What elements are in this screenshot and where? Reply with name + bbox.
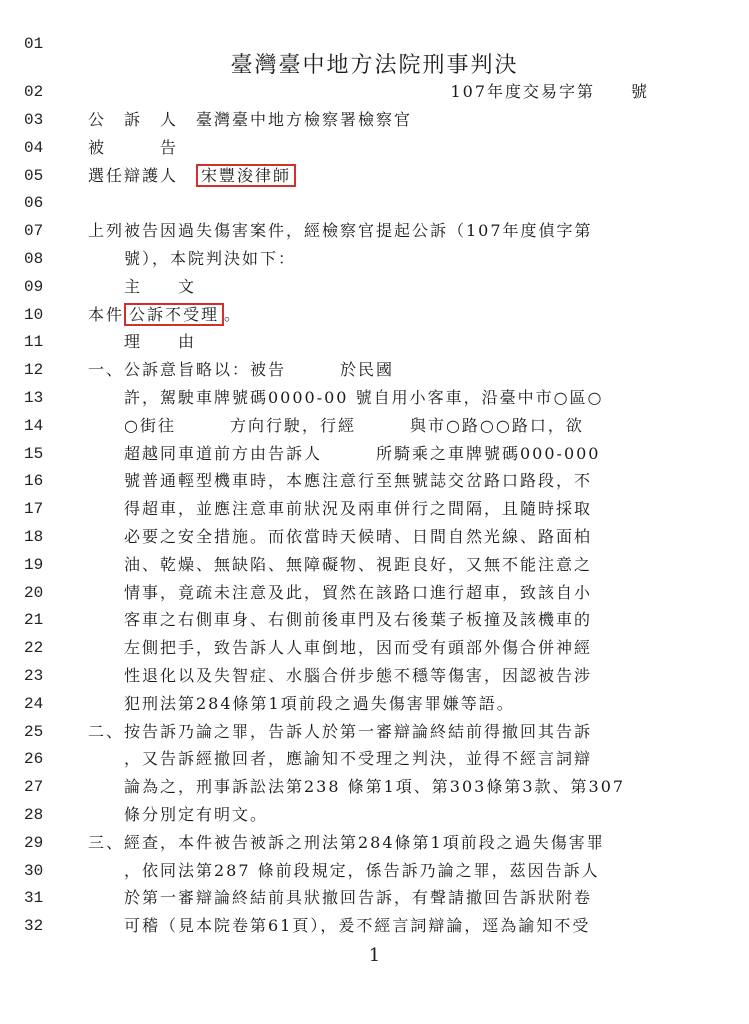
line-text [88, 328, 196, 356]
line-27 [0, 773, 749, 801]
line-text-segment: 被 告 [88, 138, 179, 157]
line-text-segment: 理 由 [88, 332, 197, 351]
line-text-segment: 一、公訴意旨略以：被告 於民國 [88, 360, 395, 379]
line-number: 23 [24, 667, 44, 685]
line-text-segment: 二、按告訴乃論之罪，告訴人於第一審辯論終結前得撤回其告訴 [88, 722, 593, 741]
line-number: 17 [24, 500, 44, 518]
line-text-segment: 得超車，並應注意車前狀況及兩車併行之間隔，且隨時採取 [88, 499, 593, 518]
line-number: 16 [24, 472, 44, 490]
line-number: 13 [24, 389, 44, 407]
line-text-segment: ，又告訴經撤回者，應諭知不受理之判決，並得不經言詞辯 [88, 749, 593, 768]
line-text [88, 384, 604, 412]
line-number: 29 [24, 834, 44, 852]
line-25 [0, 718, 749, 746]
line-20 [0, 579, 749, 607]
line-29 [0, 829, 749, 857]
line-text-segment: ，依同法第287 條前段規定，係告訴乃論之罪，茲因告訴人 [88, 861, 600, 880]
line-number: 24 [24, 695, 44, 713]
line-text-segment: 情事，竟疏未注意及此，貿然在該路口進行超車，致該自小 [88, 583, 593, 602]
line-number: 20 [24, 584, 44, 602]
line-16 [0, 467, 749, 495]
line-text-segment: 犯刑法第284條第1項前段之過失傷害罪嫌等語。 [88, 694, 515, 713]
line-text [88, 440, 601, 468]
line-text [88, 217, 593, 245]
line-32 [0, 912, 749, 940]
line-28 [0, 801, 749, 829]
line-text-segment: 超越同車道前方由告訴人 所騎乘之車牌號碼000-000 [88, 444, 601, 463]
line-number: 32 [24, 917, 44, 935]
line-19 [0, 551, 749, 579]
line-text [88, 690, 515, 718]
line-text-segment: 號普通輕型機車時，本應注意行至無號誌交岔路口路段，不 [88, 471, 593, 490]
line-number: 03 [24, 111, 44, 129]
line-text-segment: 客車之右側車身、右側前後車門及右後葉子板撞及該機車的 [88, 610, 593, 629]
line-number: 04 [24, 139, 44, 157]
line-18 [0, 523, 749, 551]
line-07 [0, 217, 749, 245]
line-text-segment: 本件 [88, 305, 125, 324]
line-number: 27 [24, 778, 44, 796]
line-05 [0, 162, 749, 190]
line-26 [0, 745, 749, 773]
line-text-segment: 選任辯護人 [88, 166, 197, 185]
line-text [88, 773, 625, 801]
line-text-segment: 許，駕駛車牌號碼0000-00 號自用小客車，沿臺中市○區○ [88, 388, 604, 407]
line-text-suffix: 。 [224, 305, 243, 324]
line-text-segment: 必要之安全措施。而依當時天候晴、日間自然光線、路面柏 [88, 527, 593, 546]
line-text-segment: 左側把手，致告訴人人車倒地，因而受有頭部外傷合併神經 [88, 638, 593, 657]
line-text [88, 912, 590, 940]
case-number: 107年度交易字第 號 [450, 82, 649, 101]
line-02 [0, 78, 749, 106]
line-text [88, 106, 412, 134]
page-number: 1 [368, 945, 381, 966]
line-text [88, 495, 592, 523]
line-text-segment: 論為之，刑事訴訟法第238 條第1項、第303條第3款、第307 [88, 777, 626, 796]
line-04 [0, 134, 749, 162]
line-text-segment: 上列被告因過失傷害案件，經檢察官提起公訴（107年度偵字第 [88, 221, 593, 240]
line-text [88, 467, 592, 495]
line-text [88, 356, 394, 384]
line-text-segment: 公 訴 人 臺灣臺中地方檢察署檢察官 [88, 110, 413, 129]
line-12 [0, 356, 749, 384]
line-text [88, 884, 592, 912]
line-number: 25 [24, 723, 44, 741]
line-number: 07 [24, 222, 44, 240]
line-number: 12 [24, 361, 44, 379]
line-text [88, 829, 605, 857]
line-number: 11 [24, 333, 44, 351]
line-21 [0, 606, 749, 634]
line-text-segment: 號），本院判決如下： [88, 249, 297, 268]
line-text-segment: 主 文 [88, 277, 197, 296]
line-text [88, 273, 196, 301]
line-text [88, 801, 268, 829]
line-text [88, 134, 178, 162]
line-06 [0, 189, 749, 217]
line-number: 19 [24, 556, 44, 574]
line-text [88, 301, 242, 329]
line-number: 14 [24, 417, 44, 435]
line-text [88, 718, 592, 746]
line-text [88, 606, 592, 634]
line-number: 09 [24, 278, 44, 296]
line-number: 02 [24, 83, 44, 101]
line-number: 21 [24, 611, 44, 629]
line-text-segment: 性退化以及失智症、水腦合併步態不穩等傷害，因認被告涉 [88, 666, 593, 685]
line-text [88, 551, 592, 579]
line-14 [0, 412, 749, 440]
line-text [88, 412, 584, 440]
line-text [88, 634, 592, 662]
line-15 [0, 440, 749, 468]
line-text [88, 857, 600, 885]
line-text-segment: ○街往 方向行駛，行經 與市○路○○路口，欲 [88, 416, 584, 435]
line-text-segment: 於第一審辯論終結前具狀撤回告訴，有聲請撤回告訴狀附卷 [88, 888, 593, 907]
line-24 [0, 690, 749, 718]
line-number: 31 [24, 889, 44, 907]
line-31 [0, 884, 749, 912]
line-number: 06 [24, 194, 44, 212]
line-number: 18 [24, 528, 44, 546]
line-text-segment: 可稽（見本院卷第61頁），爰不經言詞辯論，逕為諭知不受 [88, 916, 591, 935]
highlight-box: 公訴不受理 [124, 303, 224, 326]
line-text [88, 245, 296, 273]
line-08 [0, 245, 749, 273]
line-text-segment: 油、乾燥、無缺陷、無障礙物、視距良好，又無不能注意之 [88, 555, 593, 574]
line-text [88, 579, 592, 607]
line-30 [0, 857, 749, 885]
line-number: 22 [24, 639, 44, 657]
line-text [88, 745, 592, 773]
line-text [88, 523, 592, 551]
line-23 [0, 662, 749, 690]
line-number: 26 [24, 750, 44, 768]
line-number: 10 [24, 306, 44, 324]
line-number: 30 [24, 862, 44, 880]
line-number: 01 [24, 35, 44, 53]
line-text [88, 162, 296, 190]
line-number: 05 [24, 167, 44, 185]
line-17 [0, 495, 749, 523]
line-03 [0, 106, 749, 134]
line-11 [0, 328, 749, 356]
line-text-segment: 三、經查，本件被告被訴之刑法第284條第1項前段之過失傷害罪 [88, 833, 605, 852]
highlight-box: 宋豐浚律師 [196, 164, 296, 187]
line-10 [0, 301, 749, 329]
line-22 [0, 634, 749, 662]
line-number: 28 [24, 806, 44, 824]
line-13 [0, 384, 749, 412]
line-number: 15 [24, 445, 44, 463]
line-09 [0, 273, 749, 301]
line-number: 08 [24, 250, 44, 268]
line-text-segment: 條分別定有明文。 [88, 805, 269, 824]
line-text [88, 662, 592, 690]
document-title: 臺灣臺中地方法院刑事判決 [230, 53, 519, 78]
